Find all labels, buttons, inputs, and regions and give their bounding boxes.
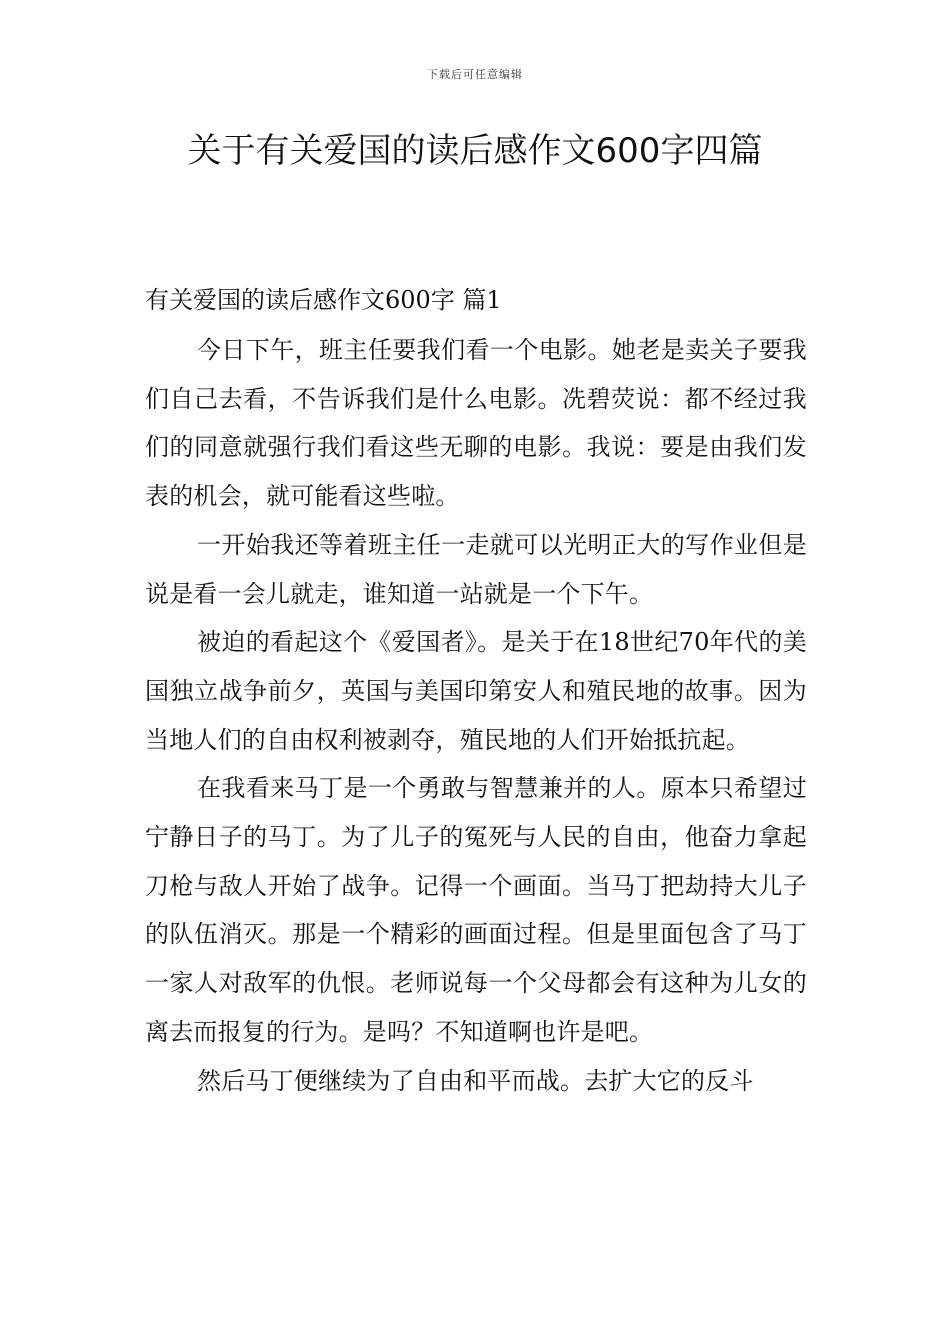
document-title: 关于有关爱国的读后感作文600字四篇: [187, 131, 763, 171]
header-note: 下载后可任意编辑: [427, 68, 523, 81]
paragraph: 一开始我还等着班主任一走就可以光明正大的写作业但是说是看一会儿就走，谁知道一站就是一个下午。: [145, 530, 807, 608]
document-body: [145, 276, 807, 1105]
paragraph: 在我看来马丁是一个勇敢与智慧兼并的人。原本只希望过宁静日子的马丁。为了儿子的冤死与人民的自由，他奋力拿起刀枪与敌人开始了战争。记得一个画面。当马丁把劫持大儿子的队伍消灭。那是一个精彩的画面过程。但是里面包含了马丁一家人对敌军的仇恨。老师说每一个父母都会有这种为儿女的离去而报复的行为。是吗？不知道啊也许是吧。: [145, 774, 807, 1046]
paragraph: 然后马丁便继续为了自由和平而战。去扩大它的反斗: [197, 1066, 754, 1095]
paragraph: 今日下午，班主任要我们看一个电影。她老是卖关子要我们自己去看，不告诉我们是什么电影。冼碧荧说：都不经过我们的同意就强行我们看这些无聊的电影。我说：要是由我们发表的机会，就可能看这些啦。: [145, 336, 807, 511]
section-heading: 有关爱国的读后感作文600字 篇1: [145, 286, 502, 314]
paragraph: 被迫的看起这个《爱国者》。是关于在18世纪70年代的美国独立战争前夕，英国与美国印第安人和殖民地的故事。因为当地人们的自由权利被剥夺，殖民地的人们开始抵抗起。: [145, 628, 807, 754]
